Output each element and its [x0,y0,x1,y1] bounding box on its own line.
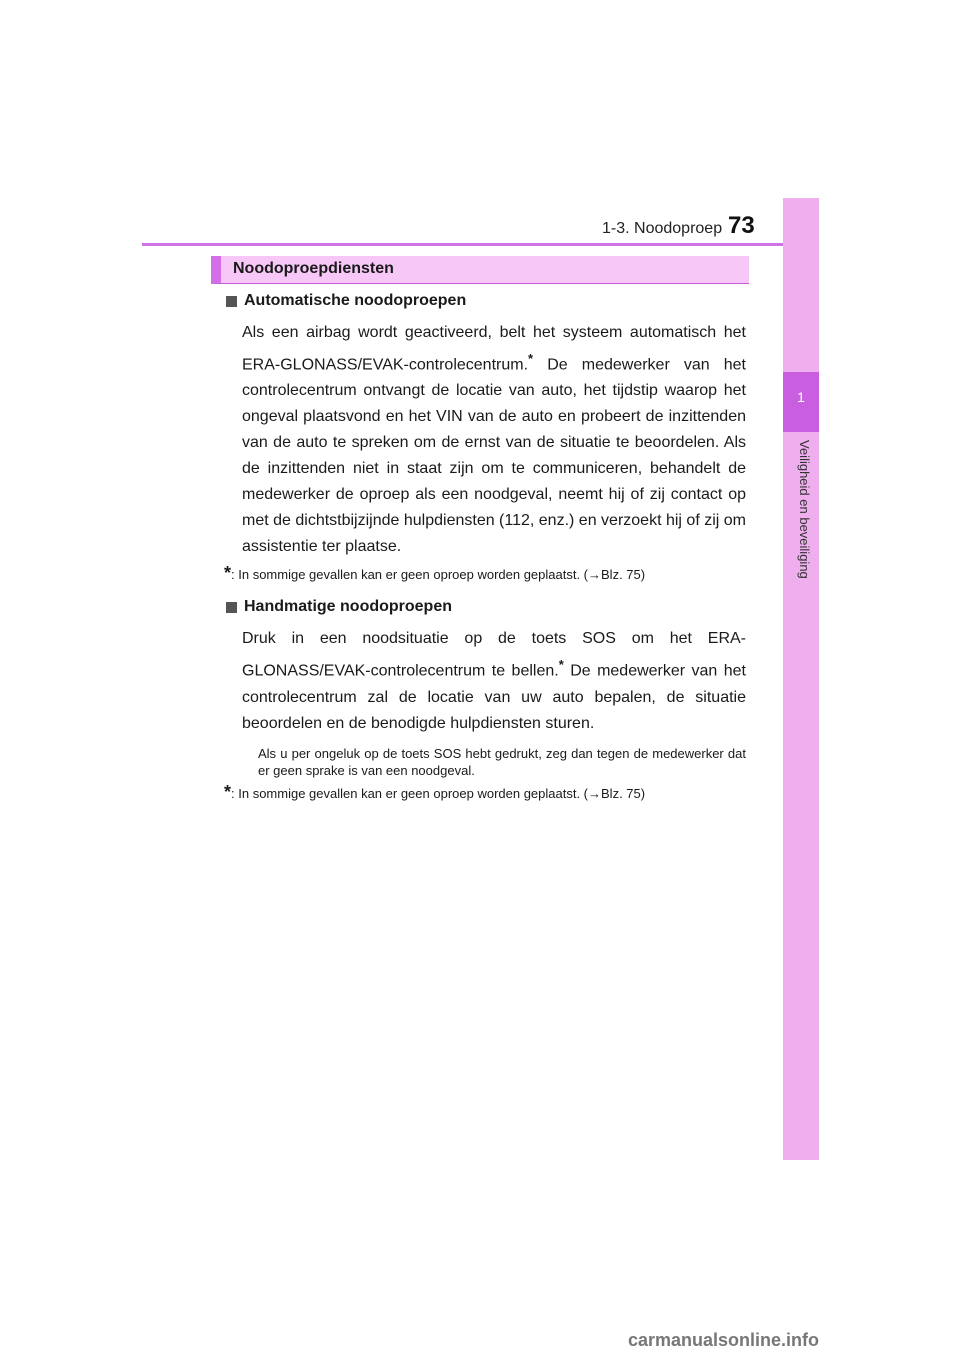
section-title: Noodoproepdiensten [233,260,394,277]
footnote-automatic [224,563,746,584]
paragraph-manual-a: Druk in een noodsituatie op de toets SOS om het ERA-GLONASS/EVAK-controlecentrum te bellen. [242,630,746,680]
section-header [211,256,749,284]
footnote-mark: * [224,781,232,802]
side-tab-chapter-number: 1 [797,389,805,405]
footnote-manual-text: : In sommige gevallen kan er geen oproep worden geplaatst. (→Blz. 75) [231,785,646,801]
subheading-automatic [224,288,746,314]
footnote-automatic-text: : In sommige gevallen kan er geen oproep worden geplaatst. (→Blz. 75) [231,567,646,583]
footnote-mark: * [224,563,232,584]
subheading-manual-text: Handmatige noodoproepen [244,598,452,616]
note-manual: Als u per ongeluk op de toets SOS hebt gedrukt, zeg dan tegen de medewerker dat er geen sprake is van een noodgeval. [258,745,746,778]
footnote-ref: * [558,657,564,673]
paragraph-manual [242,626,746,736]
header-section-title: 1-3. Noodoproep [602,220,723,237]
square-bullet-icon [226,296,237,307]
header-rule [142,243,819,246]
paragraph-automatic-b: De medewerker van het controlecentrum ontvangt de locatie van auto, het tijdstip waarop het ongeval plaatsvond en het VIN van de auto en probeert de inzittenden van de auto te spreken om de ernst van de situatie te beoordelen. Als de inzittenden niet in staat zijn om te communiceren, behandelt de medewerker de oproep als een noodgeval, neemt hij of zij contact op met de dichtstbijzijnde hulpdiensten (112, enz.) en verzoekt hij of zij om assistentie ter plaatse. [242,356,746,556]
subheading-automatic-text: Automatische noodoproepen [244,292,467,309]
side-tab [783,198,819,1160]
subheading-manual [224,594,746,620]
side-tab-chapter-label: Veiligheid en beveiliging [797,440,812,579]
footnote-manual [224,781,746,803]
square-bullet-icon [226,602,237,613]
footnote-ref: * [528,351,534,366]
page-content [224,288,746,803]
page-number: 73 [728,212,755,239]
paragraph-automatic [242,320,746,560]
watermark: carmanualsonline.info [628,1330,820,1350]
paragraph-manual-b: De medewerker van het controlecentrum zal de locatie van uw auto bepalen, de situatie beoordelen en de benodigde hulpdiensten sturen. [242,662,746,732]
paragraph-automatic-a: Als een airbag wordt geactiveerd, belt het systeem automatisch het ERA-GLONASS/EVAK-controlecentrum. [242,324,746,374]
